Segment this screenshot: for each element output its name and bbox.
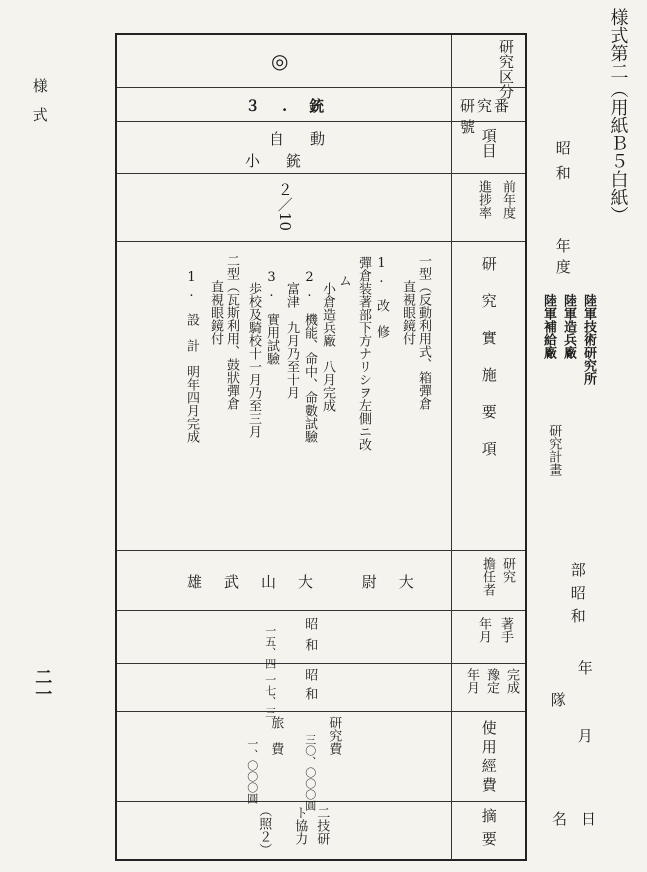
header-end-line2: 豫定 [484,668,499,694]
detail-line-11: 二型（瓦斯利用、鼓狀彈倉 [224,254,239,410]
travel-cost-amount: 一、〇〇〇圓 [245,738,259,804]
value-category [117,35,451,87]
item-line-2: 小銃 [245,152,328,170]
year-label: 年度 [553,238,572,280]
research-number: ３.銃 [245,97,347,115]
header-end-line1: 完成 [504,668,519,694]
value-number [117,88,451,121]
detail-line-5: ム [336,274,351,287]
header-researcher-line1: 研究 [500,557,515,583]
value-progress [117,174,451,241]
row-remarks [117,802,525,860]
header-progress-line2: 進捗率 [476,180,491,219]
travel-cost-label: 旅 費 [268,716,284,755]
value-expenses [117,712,451,811]
header-researcher-line2: 擔任者 [480,557,495,596]
detail-line-2: 直視眼鏡付 [400,254,415,345]
research-cost-label: 研究費 [326,716,342,755]
institute-supply: 陸軍補給廠 [541,294,556,359]
showa-label: 昭和 [553,140,572,190]
institute-tech: 陸軍技術研究所 [581,294,596,385]
research-cost-amount: 三〇、〇〇〇圓 [303,734,317,811]
end-era: 昭和 [302,668,318,706]
header-details-text: 研究實施要項 [479,256,498,478]
start-era: 昭和 [302,617,318,659]
research-plan-label: 研究計畫 [546,424,562,476]
researcher-name: 大尉 大山武雄 [187,573,436,591]
row-number [117,88,525,136]
header-number [451,88,525,136]
date-unit-2: 年 [575,660,594,675]
detail-line-8: 富津 九月乃至十月 [284,282,299,399]
value-start [117,611,451,669]
header-remarks-text: 摘要 [479,808,498,854]
detail-line-9: 3. 實用試驗 [264,270,279,365]
row-start [117,611,525,669]
date-unit-4: 月 [575,728,594,743]
header-expenses-text: 使用經費 [479,720,498,796]
header-expenses [451,712,525,801]
header-researcher [451,551,525,610]
form-title: 様式第二（用紙Ｂ５白紙） [607,8,629,224]
header-end-line3: 年月 [464,668,479,694]
header-details [451,242,525,550]
detail-line-6: 小倉造兵廠 八月完成 [320,282,335,412]
header-progress-line1: 前年度 [500,180,515,219]
header-category [451,35,525,99]
category-symbol: ◎ [271,49,289,73]
header-start-line2: 年月 [476,617,491,643]
header-item [451,122,525,173]
value-details [117,242,451,550]
row-researcher [117,551,525,611]
remark-line-1: 二技研 [314,806,330,845]
progress-rate: ２／10 [275,182,294,232]
remark-line-2: ト協力 [292,806,308,845]
institute-list [534,294,596,412]
header-item-text: 項目 [479,128,498,158]
value-remarks [117,802,451,860]
detail-line-1: 一型（反動利用式、箱彈倉 [416,254,431,410]
detail-line-7: 2. 機能、命中、命數試驗 [302,270,317,443]
date-unit-3: 隊 [548,692,567,707]
header-remarks [451,802,525,860]
start-date: 一五、四 [263,625,277,669]
header-progress [451,174,525,241]
header-start [451,611,525,663]
value-end [117,664,451,718]
header-start-line1: 著手 [498,617,513,643]
item-line-1: 自動 [269,130,352,148]
detail-line-10: 歩校及騎校十一月乃至三月 [246,282,261,438]
detail-line-12: 直視眼鏡付 [208,254,223,345]
detail-line-3: 1. 改 修 [374,256,389,338]
date-unit-5: 名日 [552,810,611,828]
detail-line-13: 1. 設 計 明年四月完成 [184,270,199,443]
institute-arsenal: 陸軍造兵廠 [561,294,576,359]
row-end [117,664,525,718]
header-category-text: 研究区分 [497,39,515,99]
end-date: 一七、三 [263,674,277,718]
research-plan-table [115,33,527,861]
detail-line-4: 彈倉装著部下方ナリシヲ左側ニ改 [356,256,371,451]
row-item [117,122,525,174]
remark-line-3: （照２） [256,804,272,856]
value-item [117,122,451,173]
header-end [451,664,525,711]
value-researcher [117,551,451,610]
row-category [117,35,525,99]
page-number: 二一 [31,668,52,702]
row-details [117,242,525,551]
date-unit-1: 部昭和 [568,562,587,631]
header-number-text: 研究番號 [460,97,512,136]
row-progress [117,174,525,242]
row-expenses [117,712,525,811]
form-label: 様式 [30,78,49,136]
